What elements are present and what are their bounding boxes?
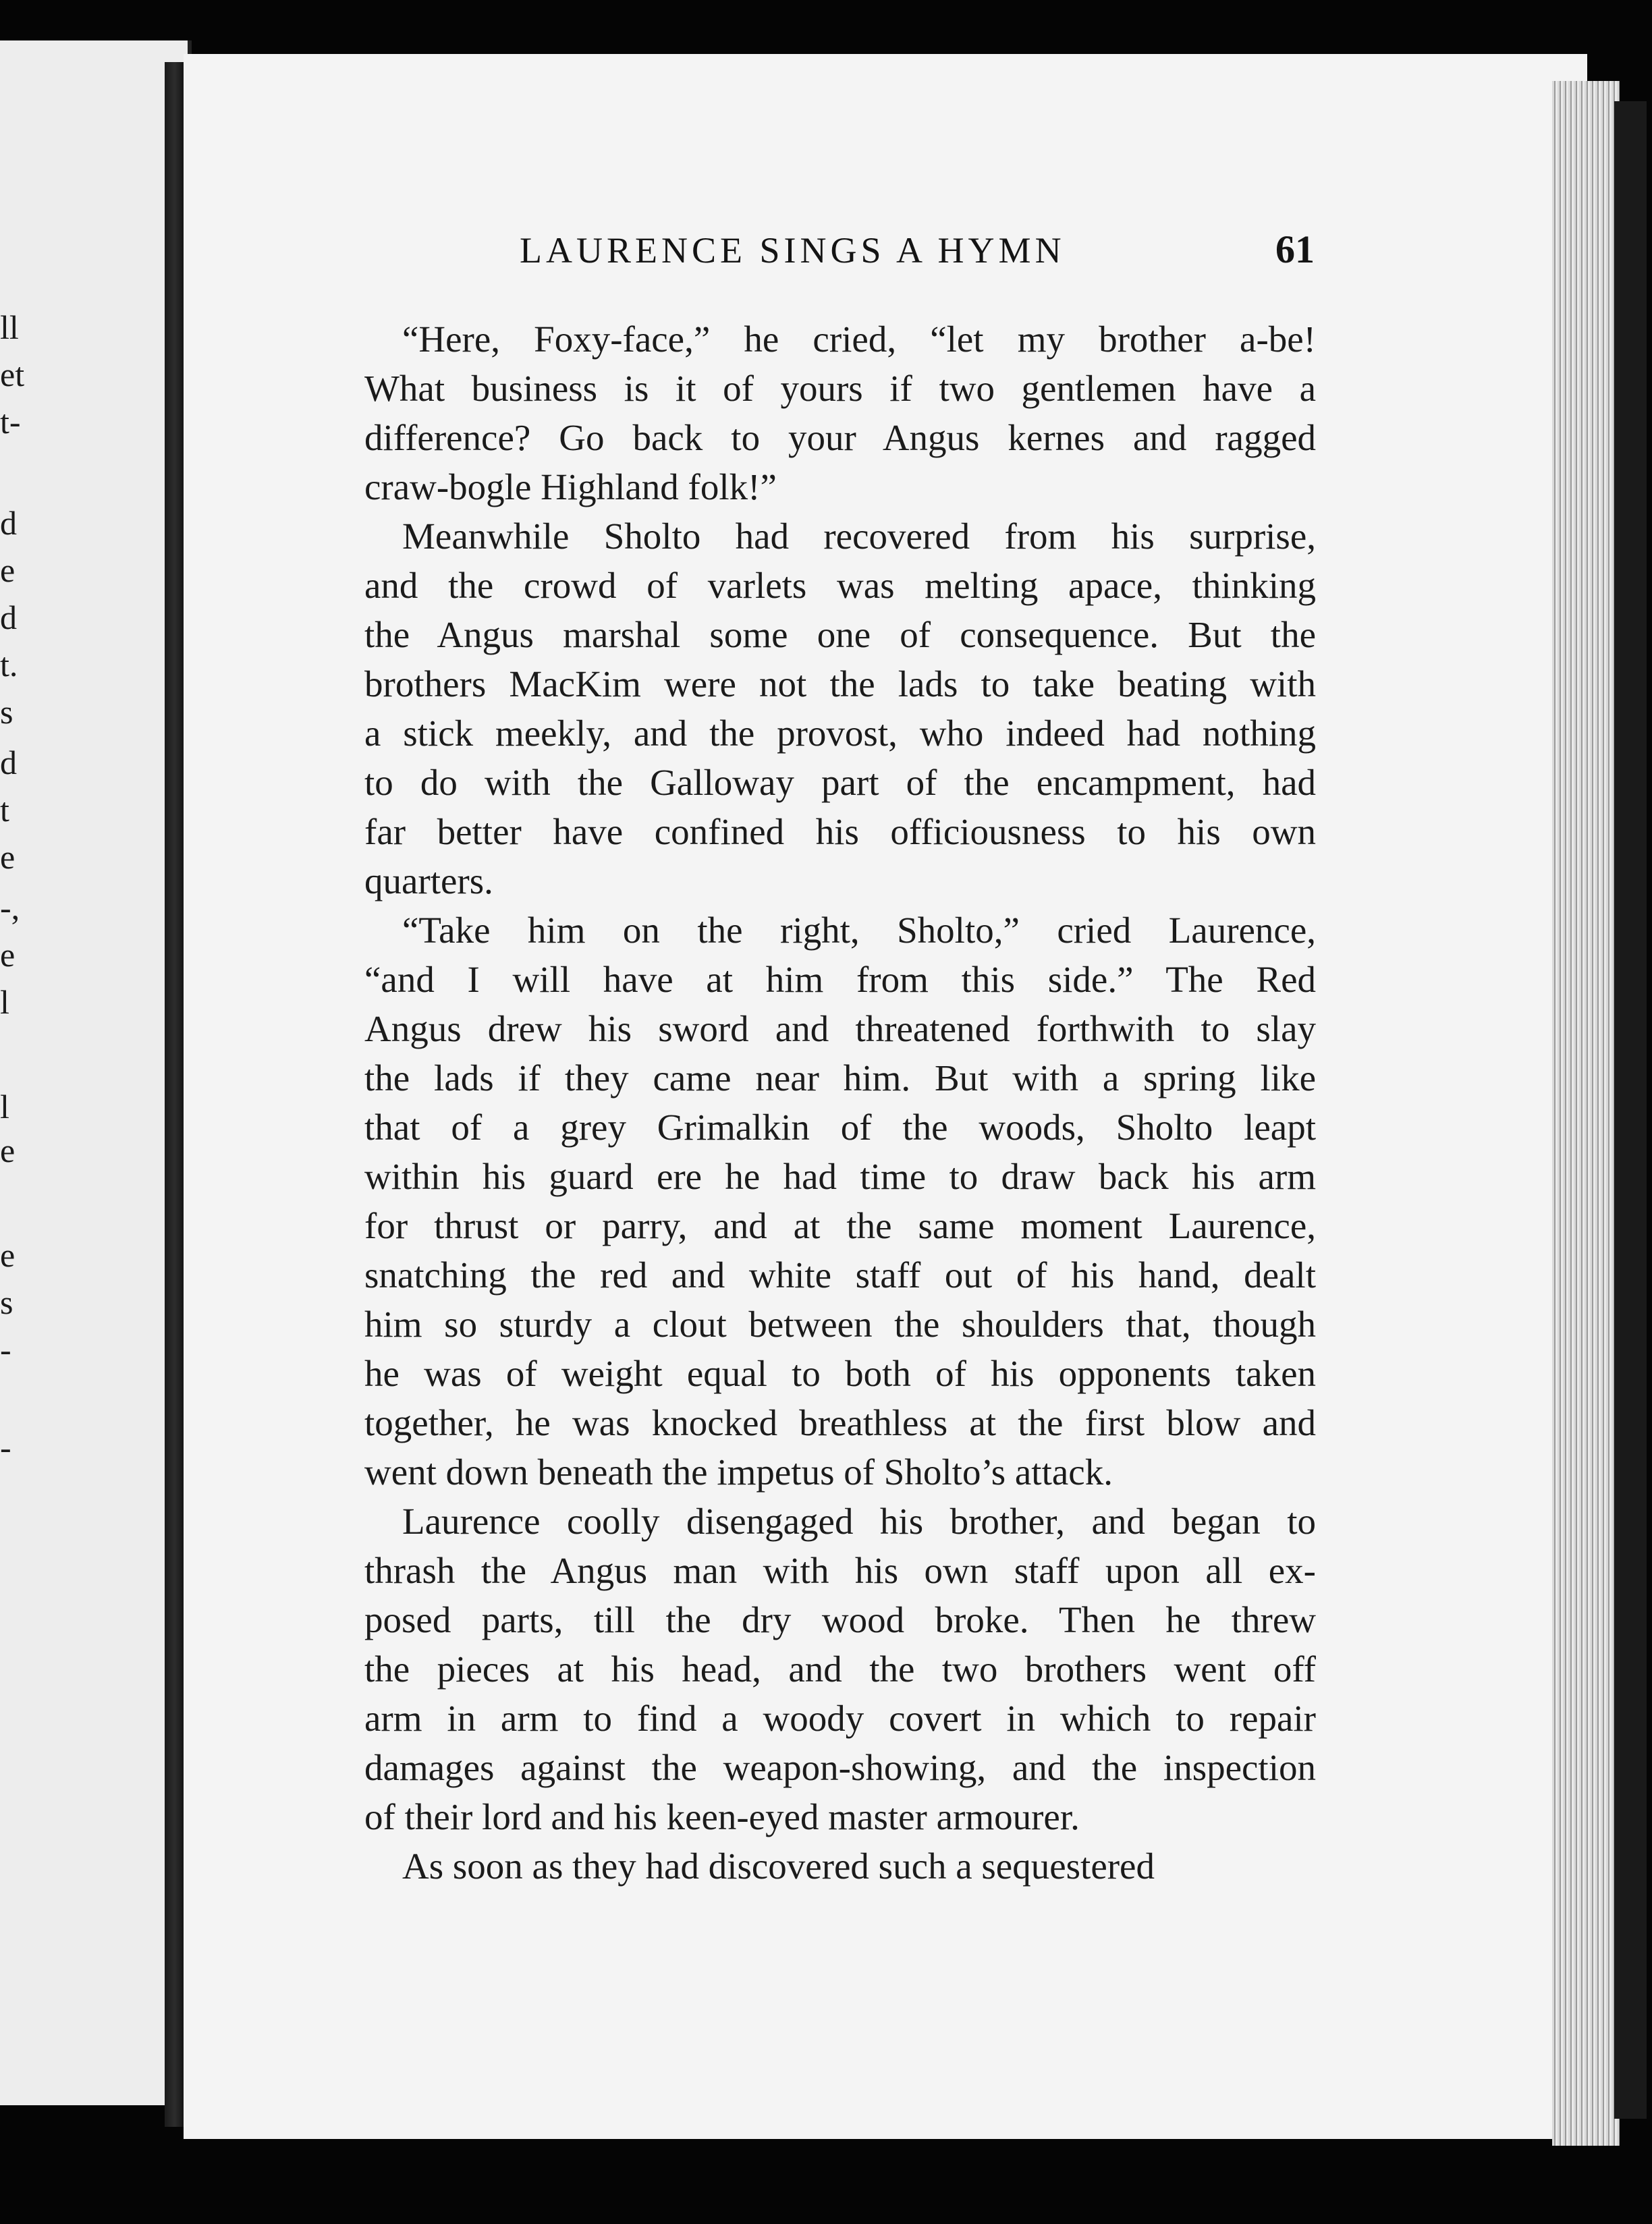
book-edge-shadow: [1614, 101, 1647, 2119]
text-line: damages against the weapon-showing, and the inspection: [364, 1747, 1316, 1788]
text-line: a stick meekly, and the provost, who indeed had nothing: [364, 713, 1316, 754]
text-line: “Here, Foxy-face,” he cried, “let my brother a-be!: [402, 318, 1316, 360]
text-line: posed parts, till the dry wood broke. Then he threw: [364, 1599, 1316, 1640]
text-line: Meanwhile Sholto had recovered from his surprise,: [402, 516, 1316, 557]
page-number: 61: [1275, 227, 1315, 271]
text-line: “Take him on the right, Sholto,” cried Laurence,: [402, 910, 1316, 951]
left-page-fragment: l: [0, 1088, 9, 1125]
text-line: the lads if they came near him. But with a spring like: [364, 1057, 1316, 1099]
text-line: quarters.: [364, 860, 493, 901]
text-line: of their lord and his keen-eyed master armourer.: [364, 1796, 1080, 1837]
left-page-fragment: l: [0, 983, 9, 1021]
page-edges: [1552, 81, 1620, 2146]
text-line: to do with the Galloway part of the encampment, had: [364, 762, 1316, 803]
left-page-fragment: e: [0, 1132, 16, 1169]
text-line: arm in arm to find a woody covert in which to repair: [364, 1698, 1316, 1739]
text-line: snatching the red and white staff out of his hand, dealt: [364, 1254, 1316, 1296]
text-line: brothers MacKim were not the lads to take beating with: [364, 663, 1316, 704]
text-line: he was of weight equal to both of his opponents taken: [364, 1353, 1316, 1394]
text-line: Angus drew his sword and threatened forthwith to slay: [364, 1008, 1316, 1049]
left-page-fragment: e: [0, 551, 16, 589]
left-page-fragment: s: [0, 693, 13, 731]
text-line: As soon as they had discovered such a sequestered: [402, 1845, 1155, 1887]
left-page: [0, 40, 192, 2105]
text-line: that of a grey Grimalkin of the woods, Sholto leapt: [364, 1107, 1316, 1148]
text-line: for thrust or parry, and at the same moment Laurence,: [364, 1205, 1316, 1246]
left-page-fragment: -: [0, 1428, 11, 1466]
left-page-fragment: t: [0, 791, 9, 829]
book-gutter: [165, 62, 185, 2127]
left-page-fragment: t-: [0, 403, 21, 441]
text-line: the pieces at his head, and the two brothers went off: [364, 1648, 1316, 1690]
body-text: [364, 314, 1316, 1891]
text-line: and the crowd of varlets was melting apace, thinking: [364, 565, 1316, 606]
left-page-fragment: e: [0, 936, 16, 974]
left-page-fragment: t.: [0, 646, 18, 684]
text-line: went down beneath the impetus of Sholto’s attack.: [364, 1451, 1113, 1493]
left-page-fragment: s: [0, 1283, 13, 1321]
left-page-fragment: d: [0, 599, 17, 636]
text-line: “and I will have at him from this side.” The Red: [364, 959, 1316, 1000]
text-line: far better have confined his officiousness to his own: [364, 811, 1316, 852]
text-line: together, he was knocked breathless at the first blow and: [364, 1402, 1316, 1443]
left-page-fragment: -,: [0, 889, 20, 926]
text-line: craw-bogle Highland folk!”: [364, 466, 777, 507]
text-line: Laurence coolly disengaged his brother, and began to: [402, 1501, 1316, 1542]
left-page-fragment: -: [0, 1331, 11, 1368]
running-title: LAURENCE SINGS A HYMN: [520, 230, 1066, 271]
text-line: difference? Go back to your Angus kernes and ragged: [364, 417, 1316, 458]
left-page-fragment: e: [0, 1236, 16, 1274]
left-page-fragment: d: [0, 744, 17, 781]
text-line: the Angus marshal some one of consequence. But the: [364, 614, 1316, 655]
left-page-fragment: d: [0, 504, 17, 542]
left-page-fragment: e: [0, 838, 16, 876]
left-page-fragment: et: [0, 356, 25, 393]
text-line: him so sturdy a clout between the shoulders that, though: [364, 1304, 1316, 1345]
text-line: within his guard ere he had time to draw back his arm: [364, 1156, 1316, 1197]
text-line: thrash the Angus man with his own staff upon all ex-: [364, 1550, 1316, 1591]
left-page-fragment: ll: [0, 308, 19, 346]
text-line: What business is it of yours if two gentlemen have a: [364, 368, 1316, 409]
